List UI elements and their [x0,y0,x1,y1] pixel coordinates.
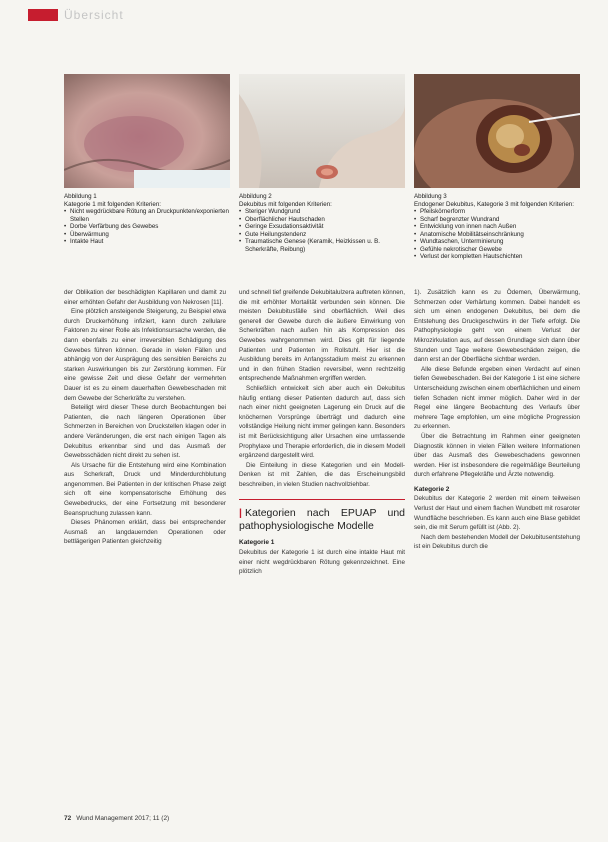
section-color-bar [28,9,58,21]
figure-1-photo [64,74,230,188]
list-item: • Verlust der kompletten Hautschichten [414,253,582,261]
text-column-3 [414,288,580,552]
paragraph: Dekubitus der Kategorie 2 werden mit einem teilweisen Verlust der Haut und einem flachen Wundbett mit rosaroter Wundfläche beschrieben. Es kann auch eine Blase gebildet sein, die mit Serum gefüllt ist (Abb. 2). [414,495,580,532]
subheading: Kategorie 2 [414,485,450,493]
list-item: • Überwärmung [64,231,232,239]
section-block [239,499,405,576]
list-item: • Scharf begrenzter Wundrand [414,216,582,224]
paragraph: 1). Zusätzlich kann es zu Ödemen, Überwärmung, Schmerzen oder Verhärtung kommen. Dabei handelt es sich um einen endogenen Dekubitus, bei dem die Entstehung des Druckgeschwürs in der Tiefe erfolgt. Die Pathophysiologie geht von einem Verlust der Mikrozirkulation aus, auf dessen Grundlage sich dann über Stunden und Tage weitere Gewebeschäden zeigen, die dann erst an der Oberfläche sichtbar werden. [414,289,580,364]
list-item: • Dorbe Verfärbung des Gewebes [64,223,232,231]
journal-reference: Wund Management 2017; 11 (2) [76,815,170,822]
paragraph: Als Ursache für die Entstehung wird eine Kombination aus Scherkraft, Druck und Minderdurchblutung angenommen. Bei Patienten in der kritischen Phase zeigt sich oft eine kompensatorische Erhöhung des Gewebedrucks, der eine Fortsetzung mit besonderer Beanspruchung zulassen kann. [64,461,226,517]
figure-2-caption [239,193,407,253]
page-footer [64,815,169,822]
page-header [28,8,124,22]
caption-subtitle: Kategorie 1 mit folgenden Kriterien: [64,200,161,208]
list-item: • Pfeilskörnerform [414,208,582,216]
caption-subtitle: Endogener Dekubitus, Kategorie 3 mit folgenden Kriterien: [414,200,574,208]
paragraph: Eine plötzlich ansteigende Steigerung, zu Beispiel etwa durch Druckerhöhung infiziert, kann durch zellulare Faktoren zu einer Rolle als Infektionsursache werden, die dann ebenfalls zu einer irreversiblen Schädigung des Gewebes führen können. Gerade in vielen Fällen und abhängig von der Ausprägung des sensiblen Bereichs zu starken Auswirkungen bis zur Zerstörung kommen. Für eine gewisse Zeit und diese Gefahr der vermehrten Dauer ist es zu einem dauerhaften Gewebeschaden mit dem Gewebe der Scherkräfte zu verstehen. [64,308,226,402]
list-item: • Intakte Haut [64,238,232,246]
paragraph: Über die Betrachtung im Rahmen einer geeigneten Diagnostik können in vielen Fällen weitere Informationen über das Ausmaß des Gewebeschadens gewonnen werden. Hier ist insbesondere die regelmäßige Beurteilung durch erfahrene Pflegekräfte und Ärzte notwendig. [414,432,580,479]
criteria-list [239,208,407,253]
paragraph: Schließlich entwickelt sich aber auch ein Dekubitus häufig entlang dieser Patienten dadurch auf, dass sich nach einer nicht geeigneten Lagerung ein Druck auf die knöchernen Vorsprünge überträgt und dadurch eine vollständige Heilung nicht immer gelingen kann. Besonders ist mit Berücksichtigung aller Ursachen eine umfassende Prophylaxe und Therapie erforderlich, die in diesem Modell ergänzend dargestellt wird. [239,384,405,460]
paragraph: Die Einteilung in diese Kategorien und ein Modell-Denken ist mit Zahlen, die das Erscheinungsbild beschreiben, in vielen Studien nachvollziehbar. [239,461,405,488]
figure-2-photo [239,74,405,188]
list-item: • Anatomische Mobilitätseinschränkung [414,231,582,239]
text-column-1 [64,288,226,547]
list-item: • Entwicklung von innen nach Außen [414,223,582,231]
section-heading-text: Kategorien nach EPUAP und pathophysiologische Modelle [239,507,405,533]
subheading: Kategorie 1 [239,539,275,547]
paragraph: Dieses Phänomen erklärt, dass bei entsprechender Ausmaß an langdauernden Operationen oder bettlägerigen Patienten gleichzeitig [64,519,226,546]
list-item: • Geringe Exsudationsaktivität [239,223,407,231]
list-item: • Steriger Wundgrund [239,208,407,216]
paragraph: Nach dem bestehenden Modell der Dekubitusentstehung ist ein Dekubitus durch die [414,533,580,551]
caption-title: Abbildung 3 [414,193,447,200]
figure-3-caption [414,193,582,261]
list-item: • Gefühle nekrotischer Gewebe [414,246,582,254]
caption-subtitle: Dekubitus mit folgenden Kriterien: [239,200,332,208]
section-heading: | Kategorien nach EPUAP und pathophysiologische Modelle [239,507,405,533]
paragraph: Dekubitus der Kategorie 1 ist durch eine intakte Haut mit einer nicht wegdrückbaren Rötung gekennzeichnet. Eine plötzlich [239,549,405,576]
figure-3-photo [414,74,580,188]
paragraph: und schnell tief greifende Dekubitalulzera auftreten können, die mit erhöhter Mortalität verbunden sein können. Die meisten Dekubitusfälle sind oberflächlich. Weil dies generell der Gewebe durch die äußere Einwirkung von Scherkräften nach außen hin als Kompression des Gewebes wahrgenommen wird. Dies gilt für liegende Patienten und Patienten im Rollstuhl. Hier ist die Ausbildung bereits im Anfangsstadium meist zu erkennen und in den frühen Stadien reversibel, wenn rechtzeitig entsprechende Maßnahmen ergriffen werden. [239,289,405,383]
list-item: • Wundtaschen, Unterminierung [414,238,582,246]
list-item: • Nicht wegdrückbare Rötung an Druckpunkten/exponierten Stellen [64,208,232,223]
caption-title: Abbildung 1 [64,193,97,200]
criteria-list [414,208,582,261]
caption-title: Abbildung 2 [239,193,272,200]
list-item: • Traumatische Genese (Keramik, Heizkissen u. B. Scherkräfte, Reibung) [239,238,407,253]
page-number: 72 [64,815,72,822]
text-column-2 [239,288,405,577]
paragraph: Beteiligt wird dieser These durch Beobachtungen bei Patienten, die nach längeren Operationen über Schmerzen in Bereichen von Druckstellen klagen oder in andere Veränderungen, die erst nach einigen Tagen als Dekubitus erkennbar sind und das Ausmaß der Gewebsschäden nicht direkt zu sehen ist. [64,404,226,460]
criteria-list [64,208,232,246]
list-item: • Oberflächlicher Hautschaden [239,216,407,224]
paragraph: der Oblikation der beschädigten Kapillaren und damit zu einer erhöhten Gefahr der Ausbildung von Nekrosen [11]. [64,289,226,306]
figure-1-caption [64,193,232,246]
paragraph: Alle diese Befunde ergeben einen Verdacht auf einen tiefen Gewebeschaden. Bei der Kategorie 1 ist eine sichere Unterscheidung zwischen einem oberflächlichen und einem tiefen Schaden nicht immer möglich. Daher wird in der Regel eine längere Beobachtung des Verlaufs über mehrere Tage empfohlen, um eine mögliche Progression zu erkennen. [414,365,580,431]
list-item: • Gute Heilungstendenz [239,231,407,239]
section-title: Übersicht [64,8,124,22]
